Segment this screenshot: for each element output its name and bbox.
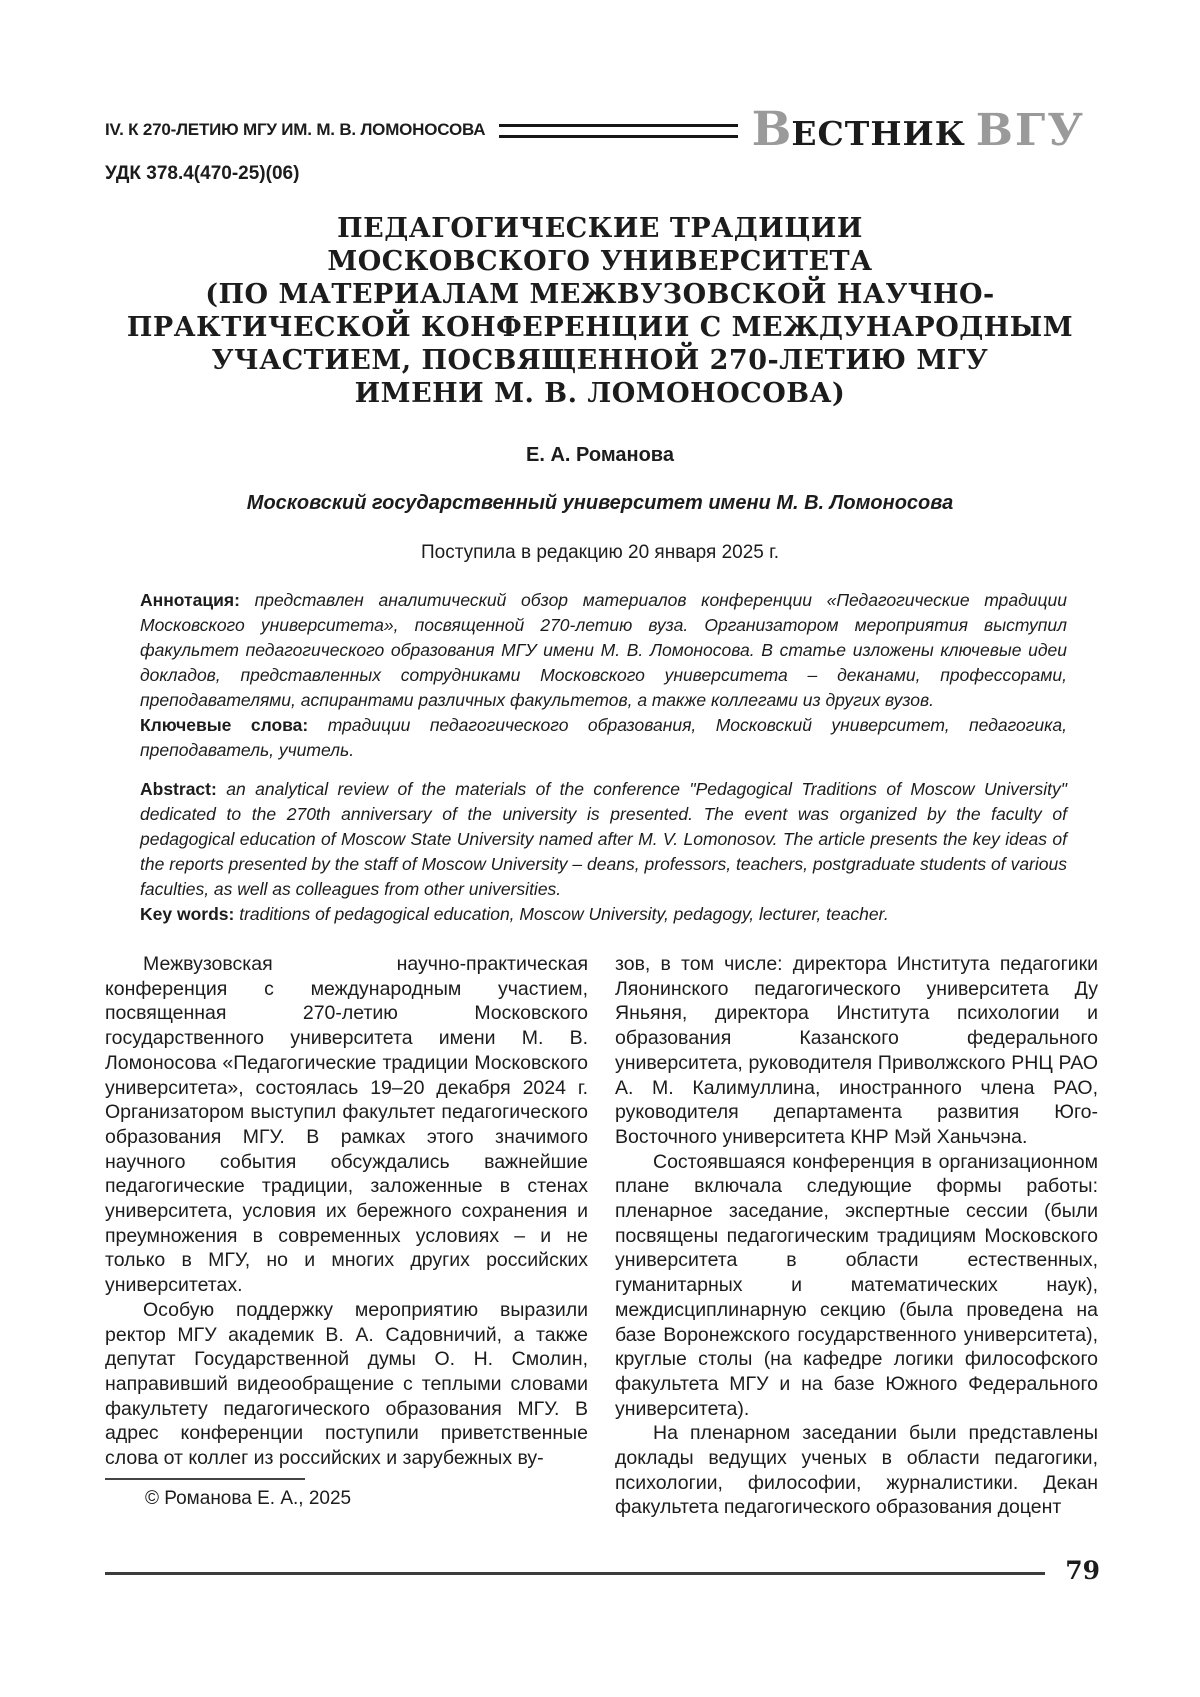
- body-left-column: [105, 952, 588, 1520]
- running-head: [105, 102, 1085, 157]
- logo-word-rest: ЕСТНИК: [791, 114, 966, 153]
- article-title-line: ПРАКТИЧЕСКОЙ КОНФЕРЕНЦИИ С МЕЖДУНАРОДНЫМ: [126, 312, 1074, 343]
- body-paragraph: Состоявшаяся конференция в организационном плане включала следующие формы работы: пленарное заседание, экспертные сессии (были посвящены педагогическим традициям Московского университета в области естественных, гуманитарных и математических наук), междисциплинарную секцию (была проведена на базе Воронежского государственного университета), круглые столы (на кафедре логики философского факультета МГУ и на базе Южного Федерального университета).: [615, 1150, 1098, 1420]
- header-double-rule: [499, 124, 737, 138]
- footer-rule: [105, 1572, 1045, 1575]
- article-title-line: ИМЕНИ М. В. ЛОМОНОСОВА): [354, 378, 846, 409]
- copyright-footnote: [105, 1478, 525, 1510]
- article-title-line: ПЕДАГОГИЧЕСКИЕ ТРАДИЦИИ: [337, 213, 863, 244]
- annotation-paragraph: [140, 588, 1067, 713]
- body-paragraph-continuation: зов, в том числе: директора Института педагогики Ляонинского педагогического университета Ду Яньяня, директора Института психологии и образования Казанского федерального университета, руководителя Приволжского РНЦ РАО А. М. Калимуллина, иностранного члена РАО, руководителя департамента развития Юго-Восточного университета КНР Мэй Ханьчэна.: [615, 953, 1098, 1148]
- meta-gap: [140, 763, 1067, 777]
- keywords-ru-label: Ключевые слова:: [140, 715, 309, 735]
- article-title-line: (ПО МАТЕРИАЛАМ МЕЖВУЗОВСКОЙ НАУЧНО-: [205, 279, 995, 310]
- copyright-text: © Романова Е. А., 2025: [145, 1488, 352, 1509]
- logo-initial-letter: В: [751, 102, 792, 157]
- article-body: [105, 952, 1098, 1520]
- page-footer: [105, 1556, 1100, 1585]
- abstract-paragraph: [140, 777, 1067, 902]
- keywords-ru-text: традиции педагогического образования, Московский университет, педагогика, преподаватель, учитель.: [140, 715, 1067, 760]
- received-date: Поступила в редакцию 20 января 2025 г.: [420, 542, 780, 563]
- body-paragraph: Особую поддержку мероприятию выразили ректор МГУ академик В. А. Садовничий, а также депутат Государственной думы О. Н. Смолин, направивший видеообращение с теплыми словами факультету педагогического образования МГУ. В адрес конференции поступили приветственные слова от коллег из российских и зарубежных ву-: [105, 1298, 588, 1470]
- keywords-en-label: Key words:: [140, 904, 235, 924]
- section-label: IV. К 270-ЛЕТИЮ МГУ ИМ. М. В. ЛОМОНОСОВА: [105, 119, 486, 139]
- page-number: 79: [1065, 1556, 1100, 1585]
- article-title: [80, 212, 1120, 410]
- keywords-en-paragraph: [140, 902, 1067, 927]
- body-right-column: [615, 952, 1098, 1520]
- logo-suffix: ВГУ: [975, 105, 1085, 156]
- annotation-label: Аннотация:: [140, 590, 240, 610]
- udc-code: УДК 378.4(470-25)(06): [105, 163, 300, 184]
- abstract-text: an analytical review of the materials of the conference "Pedagogical Traditions of Moscow University" dedicated to the 270th anniversary of the university is presented. The event was organized by the faculty of pedagogical education of Moscow State University named after M. V. Lomonosov. The article presents the key ideas of the reports presented by the staff of Moscow University – deans, professors, teachers, postgraduate students of various faculties, as well as colleagues from other universities.: [140, 779, 1067, 899]
- keywords-ru-paragraph: [140, 713, 1067, 763]
- article-meta-block: [140, 588, 1067, 927]
- footnote-rule: [105, 1478, 305, 1480]
- article-title-line: МОСКОВСКОГО УНИВЕРСИТЕТА: [327, 246, 873, 277]
- author-affiliation: Московский государственный университет имени М. В. Ломоносова: [246, 492, 954, 514]
- abstract-label: Abstract:: [140, 779, 217, 799]
- journal-logo: [752, 102, 1085, 157]
- article-title-line: УЧАСТИЕМ, ПОСВЯЩЕННОЙ 270-ЛЕТИЮ МГУ: [211, 345, 989, 376]
- body-paragraph: На пленарном заседании были представлены доклады ведущих ученых в области педагогики, психологии, философии, журналистики. Декан факультета педагогического образования доцент: [615, 1422, 1098, 1519]
- body-paragraph: Межвузовская научно-практическая конференция с международным участием, посвященная 270-летию Московского государственного университета имени М. В. Ломоносова «Педагогические традиции Московского университета», состоялась 19–20 декабря 2024 г. Организатором выступил факультет педагогического образования МГУ. В рамках этого значимого научного события обсуждались важнейшие педагогические традиции, заложенные в стенах университета, условия их бережного сохранения и преумножения в современных условиях – и не только в МГУ, но и многих других российских университетах.: [105, 953, 588, 1297]
- author-name: Е. А. Романова: [526, 444, 674, 466]
- annotation-text: представлен аналитический обзор материалов конференции «Педагогические традиции Московского университета», посвященной 270-летию вуза. Организатором мероприятия выступил факультет педагогического образования МГУ имени М. В. Ломоносова. В статье изложены ключевые идеи докладов, представленных сотрудниками Московского университета – деканами, профессорами, преподавателями, аспирантами различных факультетов, а также коллегами из других вузов.: [140, 590, 1067, 710]
- keywords-en-text: traditions of pedagogical education, Moscow University, pedagogy, lecturer, teacher.: [239, 904, 889, 924]
